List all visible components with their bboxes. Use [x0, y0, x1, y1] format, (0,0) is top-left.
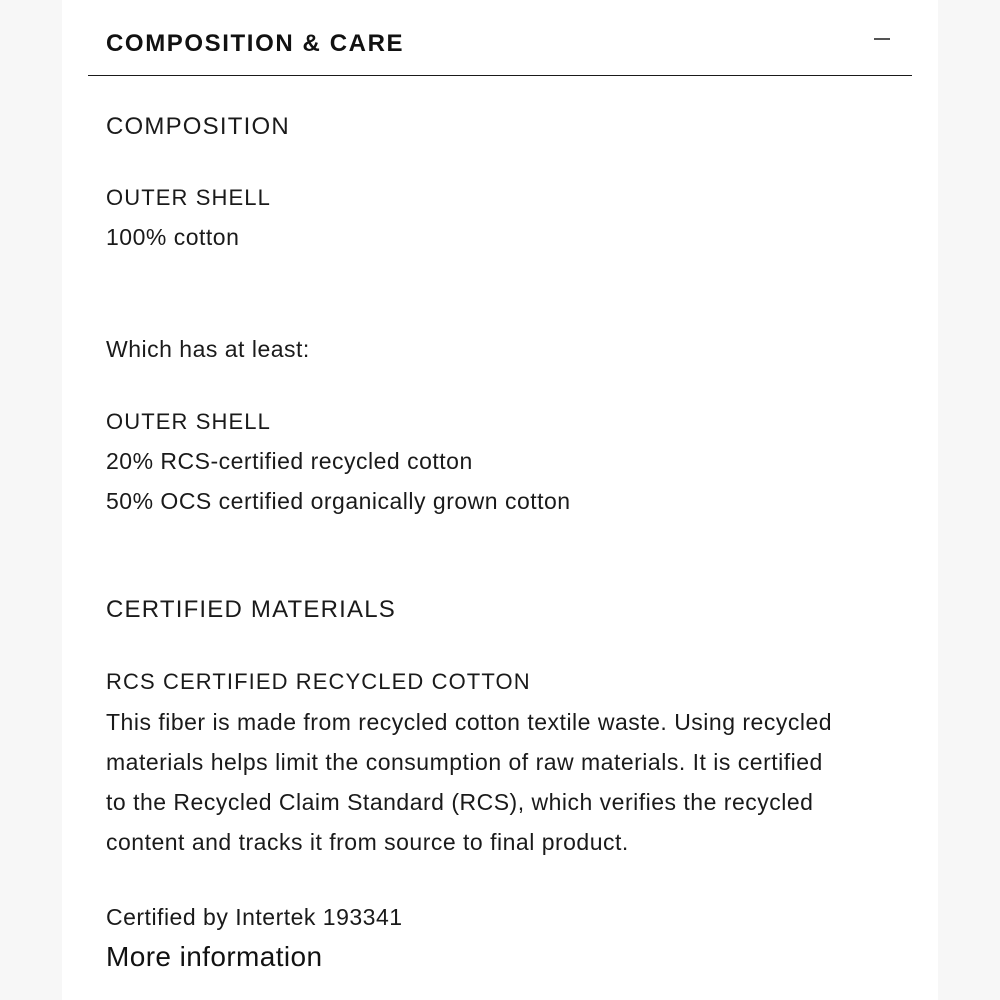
description-line: materials helps limit the consumption of raw materials. It is certified [106, 749, 823, 775]
certified-by-text: Certified by Intertek 193341 [106, 904, 403, 930]
at-least-intro: Which has at least: [106, 336, 310, 362]
more-information-link[interactable]: More information [106, 941, 323, 972]
section-title: COMPOSITION & CARE [106, 30, 405, 57]
at-least-outer-shell-label: OUTER SHELL [106, 409, 271, 434]
description-line: content and tracks it from source to final product. [106, 829, 629, 855]
description-line: to the Recycled Claim Standard (RCS), which verifies the recycled [106, 789, 814, 815]
minus-icon [866, 22, 898, 54]
certified-materials-heading: CERTIFIED MATERIALS [106, 596, 396, 623]
organic-cotton-percentage: 50% OCS certified organically grown cotton [106, 488, 571, 514]
rcs-material-label: RCS CERTIFIED RECYCLED COTTON [106, 669, 531, 694]
outer-shell-label: OUTER SHELL [106, 185, 271, 210]
composition-care-header[interactable] [88, 0, 912, 76]
outer-shell-value: 100% cotton [106, 224, 240, 250]
composition-heading: COMPOSITION [106, 113, 290, 140]
collapse-toggle-button[interactable] [866, 22, 898, 54]
description-line: This fiber is made from recycled cotton textile waste. Using recycled [106, 709, 833, 735]
rcs-material-description [106, 702, 896, 862]
recycled-cotton-percentage: 20% RCS-certified recycled cotton [106, 448, 473, 474]
